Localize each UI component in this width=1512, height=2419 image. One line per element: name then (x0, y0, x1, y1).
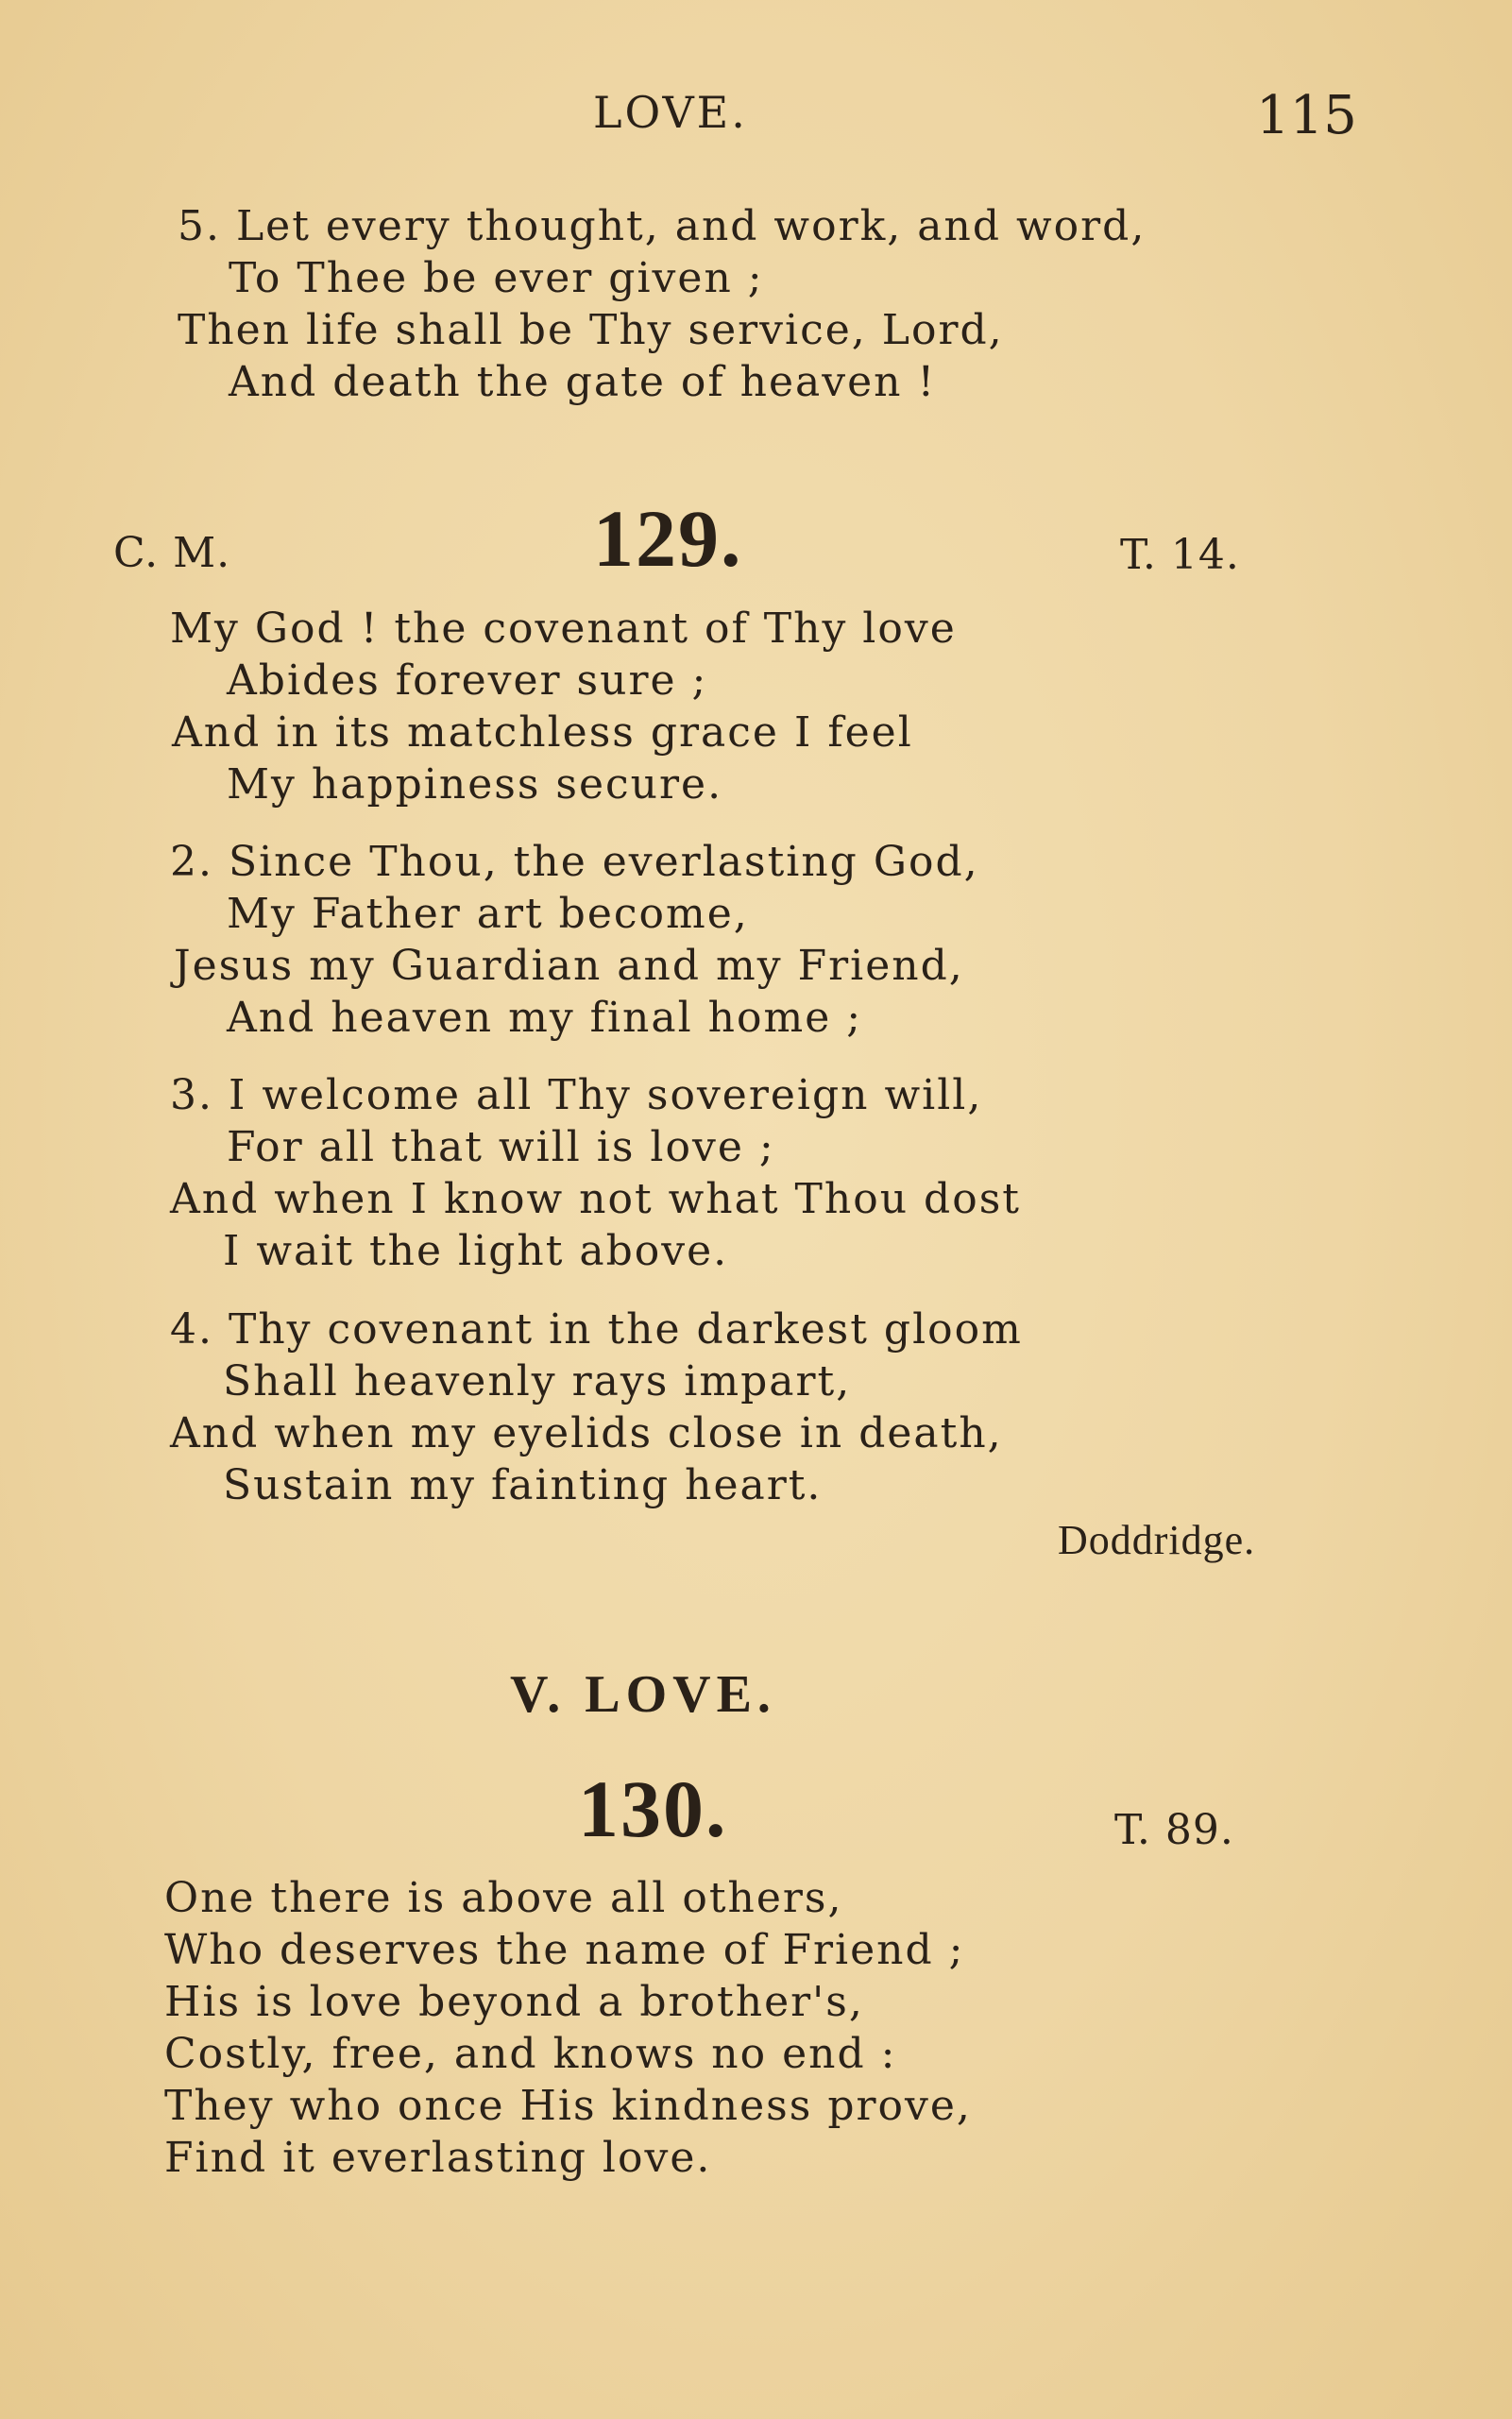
verse-line: His is love beyond a brother's, (164, 1978, 864, 2026)
verse-line: Shall heavenly rays impart, (223, 1357, 852, 1405)
verse-line: Who deserves the name of Friend ; (164, 1926, 965, 1974)
verse-line: Sustain my fainting heart. (223, 1461, 823, 1509)
verse-line: For all that will is love ; (227, 1123, 775, 1171)
hymn-tune: T. 89. (1114, 1806, 1234, 1854)
verse-line: 4. Thy covenant in the darkest gloom (170, 1305, 1023, 1354)
verse-line: 3. I welcome all Thy sovereign will, (170, 1071, 983, 1119)
section-title: V. LOVE. (510, 1665, 776, 1724)
verse-line: 2. Since Thou, the everlasting God, (170, 838, 979, 886)
verse-line: And heaven my final home ; (227, 994, 863, 1042)
hymn-number: 129. (593, 493, 743, 584)
verse-line: Then life shall be Thy service, Lord, (178, 306, 1004, 354)
hymn-author: Doddridge. (1058, 1517, 1256, 1563)
verse-line: To Thee be ever given ; (229, 254, 764, 302)
verse-line: One there is above all others, (164, 1874, 843, 1922)
verse-line: My happiness secure. (227, 760, 723, 809)
page-number: 115 (1256, 85, 1357, 146)
verse-line: My God ! the covenant of Thy love (170, 605, 957, 653)
hymn-meter: C. M. (113, 529, 231, 577)
verse-line: And when I know not what Thou dost (170, 1175, 1021, 1223)
verse-line: I wait the light above. (223, 1227, 729, 1275)
verse-line: Costly, free, and knows no end : (164, 2030, 897, 2078)
verse-line: 5. Let every thought, and work, and word, (178, 202, 1147, 250)
verse-line: They who once His kindness prove, (164, 2082, 972, 2130)
verse-line: Find it everlasting love. (164, 2134, 712, 2182)
verse-line: And death the gate of heaven ! (229, 358, 937, 406)
verse-line: And in its matchless grace I feel (172, 708, 913, 757)
hymn-tune: T. 14. (1120, 531, 1240, 579)
verse-line: My Father art become, (227, 890, 749, 938)
verse-line: And when my eyelids close in death, (170, 1409, 1003, 1457)
verse-line: Abides forever sure ; (227, 656, 708, 705)
verse-line: Jesus my Guardian and my Friend, (174, 942, 964, 990)
running-head: LOVE. (593, 87, 748, 138)
hymn-number: 130. (578, 1763, 728, 1854)
